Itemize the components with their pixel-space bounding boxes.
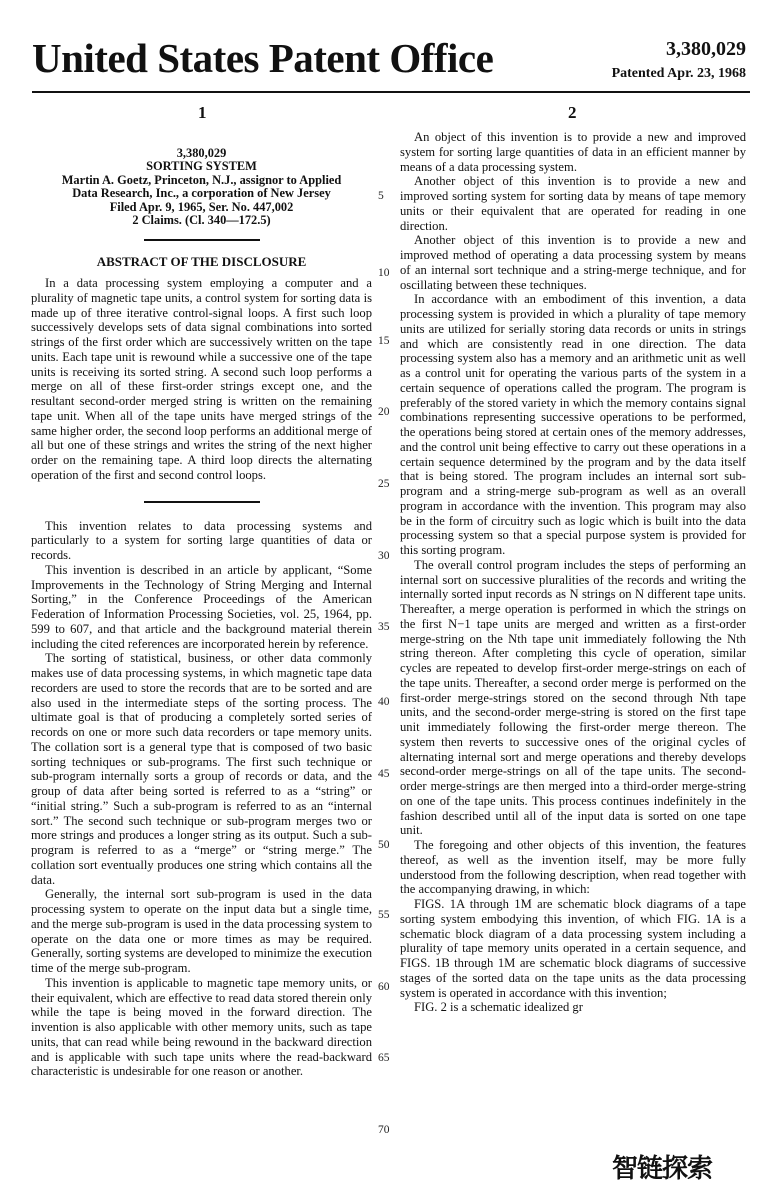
line-number: 25 xyxy=(378,478,390,490)
line-number-gutter xyxy=(378,180,394,1180)
patented-date: Patented Apr. 23, 1968 xyxy=(611,66,746,81)
header-rule xyxy=(32,91,750,93)
left-column xyxy=(31,130,372,1079)
biblio-title: SORTING SYSTEM xyxy=(146,159,257,174)
line-number: 10 xyxy=(378,267,390,279)
office-title: United States Patent Office xyxy=(32,35,494,81)
line-number: 55 xyxy=(378,909,390,921)
right-paragraph: Another object of this invention is to provide a new and improved sorting system for sorting data by means of tape memory units or their equivalent that are operated for reading in one direction. xyxy=(400,174,746,233)
right-paragraph: An object of this invention is to provide a new and improved system for sorting large quantities of data in an efficient manner by means of a data processing system. xyxy=(400,130,746,174)
line-number: 65 xyxy=(378,1052,390,1064)
line-number: 45 xyxy=(378,768,390,780)
left-paragraph: The sorting of statistical, business, or other data commonly makes use of data processing systems, in which magnetic tape data recorders are used to store the records that are to be sorted and are also used in the intermediate steps of the sorting process. The ultimate goal is that of producing a completely sorted series of records on one or more such data recorders or tape memory units. The collation sort is a general type that is composed of two basic sorting techniques or sub-programs. The first such technique or sub-program internally sorts a group of records or data, and the group of data after being sorted is referred to as a “string” or “initial string.” Such a sub-program is referred to as an “internal sort.” The second such technique or sub-program merges two or more strings and produces a longer string as its output. Such a sub-program is referred to as a “merge” or “string merge.” The collation sort eventually produces one string which contains all the data. xyxy=(31,651,372,887)
line-number: 35 xyxy=(378,621,390,633)
left-paragraph: This invention is described in an article by applicant, “Some Improvements in the Technology of String Merging and Internal Sorting,” in the Conference Proceedings of the American Federation of Information Processing Societies, vol. 25, 1964, pp. 599 to 607, and that article and the background material therein including the cited references are incorporated herein by reference. xyxy=(31,562,372,651)
line-number: 30 xyxy=(378,550,390,562)
right-paragraph: Another object of this invention is to provide a new and improved method of operating a data processing system by means of an internal sort technique and a string-merge technique, and for oscillating between these techniques. xyxy=(400,233,746,292)
biblio-inventor-line-1: Martin A. Goetz, Princeton, N.J., assignor to Applied xyxy=(61,172,342,187)
line-number: 60 xyxy=(378,981,390,993)
right-paragraph: FIGS. 1A through 1M are schematic block diagrams of a tape sorting system embodying this invention, of which FIG. 1A is a schematic block diagram of a data processing system including a plurality of tape memory units operated in a certain sequence, and FIGS. 1B through 1M are schematic block diagrams of successive stages of the sorted data on the tape units as the data processing system is operated in accordance with this invention; xyxy=(400,897,746,1000)
right-paragraph: In accordance with an embodiment of this invention, a data processing system is provided in which a plurality of tape memory units are utilized for serially storing data records or units in strings and which are consistently read in one direction. The data processing system also has a memory and an arithmetic unit as well as a control unit for operating the various parts of the system in a certain sequence of operations called the program. The program is preferably of the stored variety in which the memory contains signal combinations representing successive operations to be performed, the operations being stored at certain ones of the memory addresses, and the control unit being effective to carry out these operations in a certain sequence determined by the program and by the data itself that is being stored. The program includes an internal sort sub-program and a string-merge sub-program as well as an overall program in accordance with the invention. This program may also be in the form of circuitry such as logic which is built into the data processing system so that a special purpose system is provided for this sorting program. xyxy=(400,292,746,557)
right-paragraph: FIG. 2 is a schematic idealized gr xyxy=(414,1000,583,1015)
column-number-left: 1 xyxy=(198,103,207,122)
right-paragraph: The overall control program includes the steps of performing an internal sort on successive pluralities of the records and writing the internally sorted input records as N strings on N different tape units. Thereafter, a merge operation is performed in which the strings on the first N−1 tape units are merged and written as a first-order merge-string on the Nth tape unit immediately following the Nth string thereon. After completing this cycle of operation, similar cycles are repeated to develop first-order merge-strings on each of the tape units. Thereafter, a second order merge is performed on the first-order merge-strings stored on the second through Nth tape units, and the second-order merge-string is stored on the first tape unit immediately following the first-order merge thereon. The system then reverts to successive ones of the original cycles of alternating internal sort and merge operations and thereby develops second-order merge-strings on all of the tape units. The second-order merge-strings are then merged into a third-order merge-string on one of the tape units. This process continues indefinitely in the fashion described until all of the input data is sorted on one tape unit. xyxy=(400,557,746,838)
line-number: 70 xyxy=(378,1124,390,1136)
biblio-inventor-line-2: Data Research, Inc., a corporation of New Jersey xyxy=(72,186,331,201)
line-number: 5 xyxy=(378,190,384,202)
biblio-filed: Filed Apr. 9, 1965, Ser. No. 447,002 xyxy=(109,199,294,214)
abstract-text: In a data processing system employing a computer and a plurality of magnetic tape units, a control system for sorting data is made up of three iterative control-signal loops. A first such loop successively develops sets of data signal combinations into sorted strings of the first order which are successively written on the tape units. Each tape unit is rewound while a successive one of the tape units is receiving its sorted string. A second such loop performs a merge on all of these first-order strings except one, and the resultant second-order merged string is written on the remaining tape unit. When all of the tape units have merged strings of the same higher order, the second loop performs an additional merge of all but one of these strings and writes the string of the next higher order on the remaining tape. A third loop directs the alternating operation of the first and second control loops. xyxy=(31,276,372,482)
biblio-claims: 2 Claims. (Cl. 340—172.5) xyxy=(132,213,271,228)
line-number: 40 xyxy=(378,696,390,708)
left-paragraph: This invention is applicable to magnetic tape memory units, or their equivalent, which are effective to read data stored therein only while the tape is being moved in the forward direction. The invention is also applicable with other memory units, such as tape units, that can read while being rewound in the backward direction and is applicable with such tape units where the read-backward characteristic is undesirable for one reason or another. xyxy=(31,975,372,1079)
abstract-heading: ABSTRACT OF THE DISCLOSURE xyxy=(96,254,307,270)
right-paragraph: The foregoing and other objects of this invention, the features thereof, as well as the invention itself, may be more fully understood from the following description, when read together with the accompanying drawing, in which: xyxy=(400,838,746,897)
bibliographic-block xyxy=(31,147,372,227)
biblio-rule xyxy=(144,239,260,241)
left-paragraph: Generally, the internal sort sub-program is used in the data processing system to operate on the input data but a single time, and the merge sub-program is used in the data processing system to operate on the data one or more times as may be required. Generally, sorting systems are developed to minimize the execution time of the merge sub-program. xyxy=(31,887,372,976)
masthead xyxy=(32,30,752,90)
patent-number: 3,380,029 xyxy=(666,38,746,60)
line-number: 20 xyxy=(378,406,390,418)
line-number: 50 xyxy=(378,839,390,851)
biblio-number: 3,380,029 xyxy=(176,146,227,160)
column-number-right: 2 xyxy=(568,103,577,122)
right-column xyxy=(400,130,746,1015)
line-number: 15 xyxy=(378,335,390,347)
watermark-logo: 智链探索 xyxy=(612,1154,713,1184)
abstract-rule xyxy=(144,501,260,503)
left-paragraph: This invention relates to data processing systems and particularly to a system for sorting large quantities of data or records. xyxy=(31,518,372,563)
